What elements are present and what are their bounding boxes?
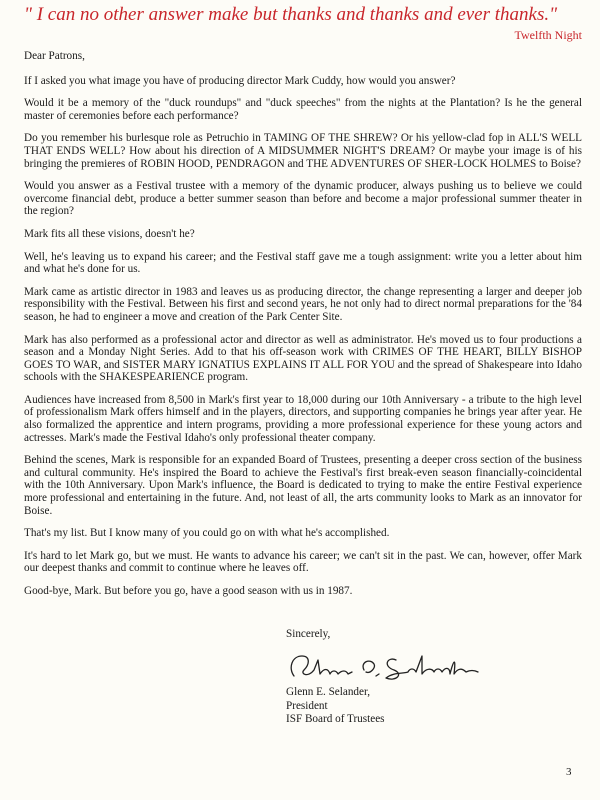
letter-paragraph: Would it be a memory of the "duck roundups" and "duck speeches" from the nights at the Plantation? Is he the general master of ceremonies before each performance? bbox=[24, 97, 582, 122]
letter-paragraph: Do you remember his burlesque role as Petruchio in TAMING OF THE SHREW? Or his yellow-clad fop in ALL'S WELL THAT ENDS WELL? How about his direction of A MIDSUMMER NIGHT'S DREAM? Or maybe your image is of his bringing the premieres of ROBIN HOOD, PENDRAGON and THE ADVENTURES OF SHER-LOCK HOLMES to Boise? bbox=[24, 132, 582, 170]
signer-org: ISF Board of Trustees bbox=[286, 713, 385, 725]
salutation: Dear Patrons, bbox=[24, 50, 85, 62]
epigraph-quote: " I can no other answer make but thanks and thanks and ever thanks." bbox=[24, 4, 558, 25]
letter-paragraph: Behind the scenes, Mark is responsible for an expanded Board of Trustees, presenting a deeper cross section of the business and cultural community. He's inspired the Board to achieve the Festival's first break-even season financially-coincidental with the 10th Anniversary. Upon Mark's influence, the Board is dedicated to trying to make the entire Festival experience more professional and entertaining in the future. And, not least of all, the arts community looks to Mark as an innovator for Boise. bbox=[24, 454, 582, 517]
closing: Sincerely, bbox=[286, 628, 331, 640]
epigraph-source: Twelfth Night bbox=[514, 28, 582, 42]
signer-title: President bbox=[286, 699, 328, 712]
letter-paragraph: It's hard to let Mark go, but we must. He wants to advance his career; we can't sit in the past. We can, however, offer Mark our deepest thanks and commit to continue where he leaves off. bbox=[24, 549, 582, 575]
letter-paragraph: Mark has also performed as a professional actor and director as well as administrator. He's moved us to four productions a season and a Monday Night Series. Add to that his off-season work with CRIMES OF THE HEART, BILLY BISHOP GOES TO WAR, and SISTER MARY IGNATIUS EXPLAINS IT ALL FOR YOU and the spread of Shakespeare into Idaho schools with the SHAKESPEARIENCE program. bbox=[24, 333, 582, 384]
letter-paragraph: Good-bye, Mark. But before you go, have a good season with us in 1987. bbox=[24, 585, 353, 597]
letter-paragraph: Audiences have increased from 8,500 in Mark's first year to 18,000 during our 10th Anniversary - a tribute to the high level of professionalism Mark offers himself and in the players, directors, and supporting companies he brings year after year. He also formalized the apprentice and intern programs, providing a more professional experience for these young actors and actresses. Mark's made the Festival Idaho's only professional theater company. bbox=[24, 393, 582, 444]
letter-paragraph: Would you answer as a Festival trustee with a memory of the dynamic producer, always pushing us to believe we could overcome financial debt, produce a better summer season than before and become a major professional summer theater in the region? bbox=[24, 180, 582, 218]
letter-paragraph: Mark fits all these visions, doesn't he? bbox=[24, 227, 195, 240]
letter-paragraph: If I asked you what image you have of producing director Mark Cuddy, how would you answer? bbox=[24, 74, 456, 87]
letter-paragraph: That's my list. But I know many of you could go on with what he's accomplished. bbox=[24, 527, 390, 540]
signature bbox=[284, 648, 484, 688]
letter-body bbox=[24, 50, 582, 608]
letter-paragraph: Well, he's leaving us to expand his career; and the Festival staff gave me a tough assignment: write you a letter about him and what he's done for us. bbox=[24, 250, 582, 276]
page-number: 3 bbox=[566, 766, 572, 778]
signer-name: Glenn E. Selander, bbox=[286, 686, 371, 698]
signer-block bbox=[286, 686, 385, 727]
letter-paragraph: Mark came as artistic director in 1983 and leaves us as producing director, the change representing a larger and deeper job responsibility with the Festival. Between his first and second years, he not only had to direct normal preparations for the '84 season, he had to engineer a move and creation of the Park Center Site. bbox=[24, 285, 582, 323]
